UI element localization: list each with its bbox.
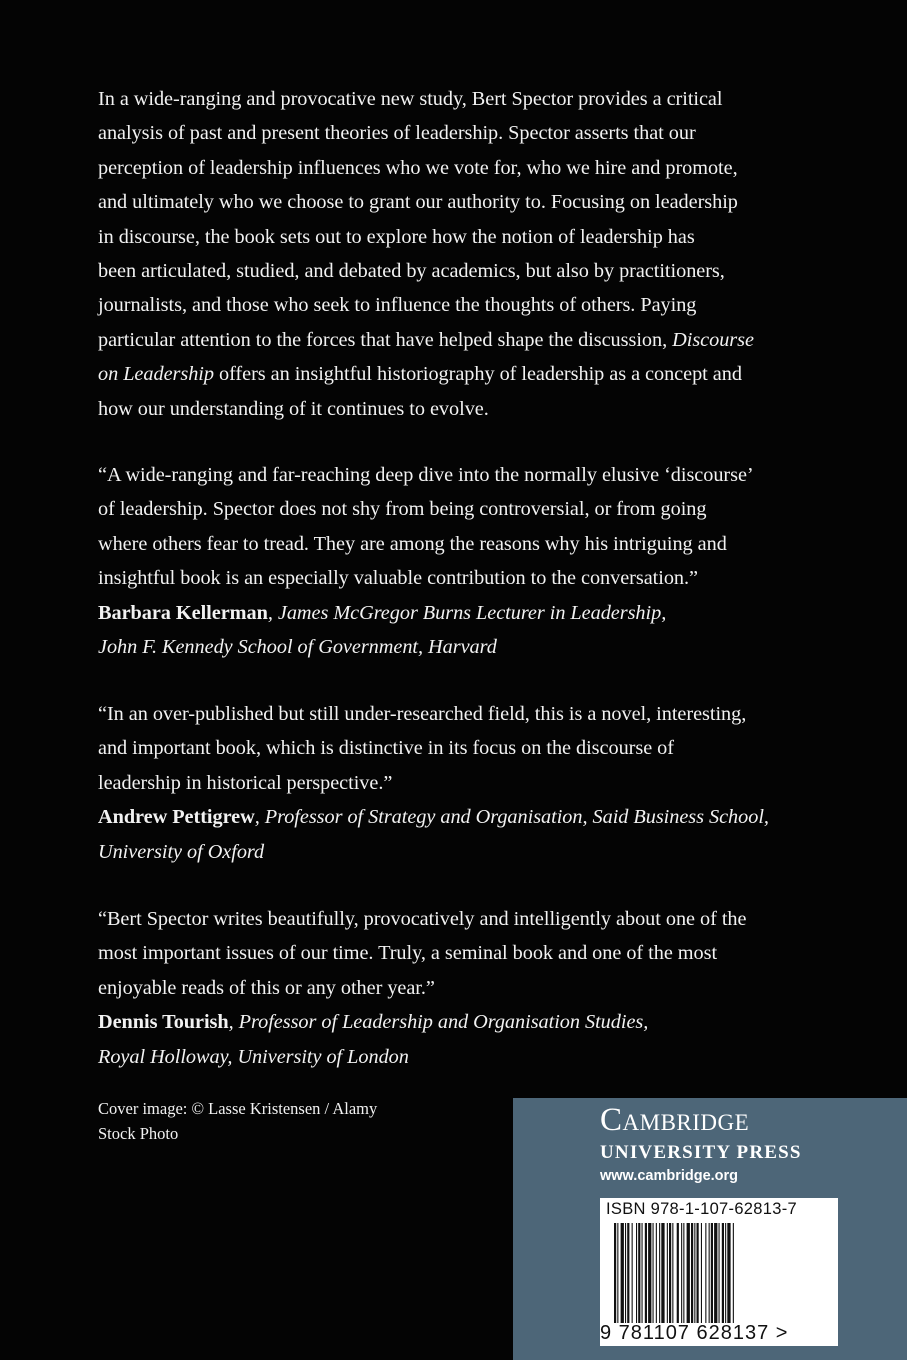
- blurb-line: [98, 357, 818, 391]
- blurb-line: in discourse, the book sets out to explore how the notion of leadership has: [98, 225, 695, 248]
- barcode-digits: 9 781107 628137 >: [600, 1322, 789, 1344]
- blurb-line: In a wide-ranging and provocative new study, Bert Spector provides a critical: [98, 88, 723, 110]
- quote-line: and important book, which is distinctive in its focus on the discourse of: [98, 737, 674, 760]
- endorser-affiliation: John F. Kennedy School of Government, Harvard: [98, 636, 497, 659]
- blurb-line: how our understanding of it continues to evolve.: [98, 397, 489, 420]
- publisher-url: www.cambridge.org: [600, 1168, 739, 1184]
- quote-attribution: [98, 800, 818, 834]
- quote-line: of leadership. Spector does not shy from being controversial, or from going: [98, 498, 707, 521]
- blurb-line-text: particular attention to the forces that have helped shape the discussion,: [98, 328, 673, 351]
- quote-attribution: [98, 630, 818, 664]
- quote-attribution: [98, 835, 818, 869]
- blurb-line: analysis of past and present theories of leadership. Spector asserts that our: [98, 122, 696, 145]
- endorsement-quote: [98, 458, 818, 664]
- quote-line: “Bert Spector writes beautifully, provocatively and intelligently about one of the: [98, 908, 747, 930]
- cover-image-credit: [98, 1096, 428, 1146]
- quote-attribution: [98, 1040, 818, 1074]
- blurb-line: perception of leadership influences who we vote for, who we hire and promote,: [98, 156, 738, 179]
- quote-line: “In an over-published but still under-researched field, this is a novel, interesting,: [98, 703, 747, 725]
- isbn-barcode: [600, 1198, 838, 1346]
- quote-line: enjoyable reads of this or any other year.”: [98, 976, 435, 999]
- endorser-name: Andrew Pettigrew: [98, 806, 255, 829]
- endorser-title: , Professor of Leadership and Organisation Studies,: [228, 1011, 649, 1034]
- blurb-line: [98, 323, 818, 357]
- quote-line: where others fear to tread. They are among the reasons why his intriguing and: [98, 532, 727, 555]
- credit-line: Stock Photo: [98, 1124, 179, 1143]
- quote-attribution: [98, 1005, 818, 1039]
- quote-line: “A wide-ranging and far-reaching deep dive into the normally elusive ‘discourse’: [98, 464, 754, 486]
- isbn-label: ISBN 978-1-107-62813-7: [606, 1200, 797, 1218]
- book-description: [98, 82, 818, 426]
- endorser-affiliation: University of Oxford: [98, 840, 265, 863]
- blurb-line-text: offers an insightful historiography of leadership as a concept and: [213, 363, 742, 386]
- publisher-press: UNIVERSITY PRESS: [600, 1142, 802, 1163]
- endorser-title: , Professor of Strategy and Organisation, Said Business School,: [254, 806, 769, 829]
- blurb-line: and ultimately who we choose to grant our authority to. Focusing on leadership: [98, 191, 738, 214]
- endorser-title: , James McGregor Burns Lecturer in Leadership,: [267, 601, 667, 624]
- credit-line: Cover image: © Lasse Kristensen / Alamy: [98, 1099, 378, 1118]
- quote-line: leadership in historical perspective.”: [98, 771, 393, 794]
- endorser-affiliation: Royal Holloway, University of London: [98, 1045, 409, 1068]
- book-title-part: on Leadership: [98, 363, 214, 386]
- quote-line: most important issues of our time. Truly, a seminal book and one of the most: [98, 942, 718, 965]
- endorsement-quote: [98, 697, 818, 869]
- endorser-name: Barbara Kellerman: [98, 601, 268, 624]
- endorsement-quote: [98, 902, 818, 1074]
- barcode-icon: [614, 1223, 824, 1323]
- book-title-part: Discourse: [672, 328, 754, 351]
- blurb-line: been articulated, studied, and debated by academics, but also by practitioners,: [98, 260, 725, 283]
- quote-attribution: [98, 596, 818, 630]
- publisher-panel: [513, 1098, 907, 1360]
- quote-line: insightful book is an especially valuable contribution to the conversation.”: [98, 567, 698, 590]
- publisher-logo: Cambridge: [600, 1102, 750, 1138]
- endorser-name: Dennis Tourish: [98, 1011, 229, 1034]
- blurb-line: journalists, and those who seek to influence the thoughts of others. Paying: [98, 294, 697, 317]
